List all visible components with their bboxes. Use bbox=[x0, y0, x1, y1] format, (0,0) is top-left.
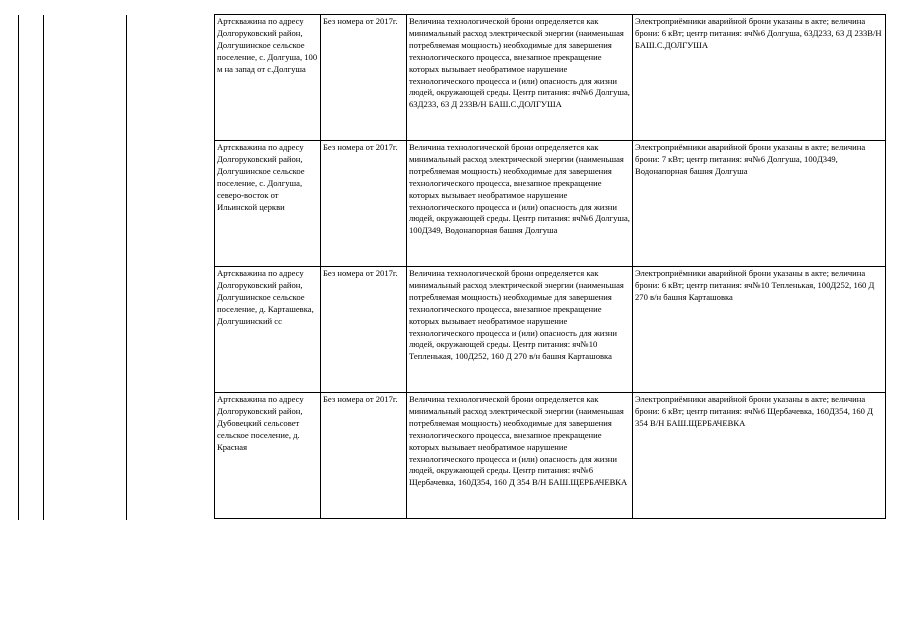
act-reference-cell: Без номера от 2017г. bbox=[321, 267, 407, 393]
table-row bbox=[215, 267, 886, 393]
reserve-description-cell: Величина технологической брони определяется как минимальный расход электрической энергии (наименьшая потребляемая мощность) необходимые для завершения технологического процесса, внезапное прекращение которых вызывает необратимое нарушение технологического процесса и (или) опасность для жизни людей, окружающей среды. Центр питания: яч№6 Долгуша, 63Д233, 63 Д 233В/Н БАШ.С.ДОЛГУША bbox=[407, 15, 633, 141]
object-address-cell: Артскважина по адресу Долгоруковский район, Долгушинское сельское поселение, д. Карташевка, Долгушинский сс bbox=[215, 267, 321, 393]
reserve-description-cell: Величина технологической брони определяется как минимальный расход электрической энергии (наименьшая потребляемая мощность) необходимые для завершения технологического процесса, внезапное прекращение которых вызывает необратимое нарушение технологического процесса и (или) опасность для жизни людей, окружающей среды. Центр питания: яч№6 Долгуша, 100Д349, Водонапорная башня Долгуша bbox=[407, 141, 633, 267]
table-row bbox=[215, 393, 886, 519]
object-address-cell: Артскважина по адресу Долгоруковский район, Дубовецкий сельсовет сельское поселение, д. Красная bbox=[215, 393, 321, 519]
act-reference-cell: Без номера от 2017г. bbox=[321, 15, 407, 141]
power-receivers-cell: Электроприёмники аварийной брони указаны в акте; величина брони: 7 кВт; центр питания: яч№6 Долгуша, 100Д349, Водонапорная башня Долгуша bbox=[633, 141, 886, 267]
column-rule-1 bbox=[18, 15, 19, 520]
column-rule-2 bbox=[43, 15, 44, 520]
table-row bbox=[215, 141, 886, 267]
reserve-description-cell: Величина технологической брони определяется как минимальный расход электрической энергии (наименьшая потребляемая мощность) необходимые для завершения технологического процесса, внезапное прекращение которых вызывает необратимое нарушение технологического процесса и (или) опасность для жизни людей, окружающей среды. Центр питания: яч№6 Щербачевка, 160Д354, 160 Д 354 В/Н БАШ.ЩЕРБАЧЕВКА bbox=[407, 393, 633, 519]
object-address-cell: Артскважина по адресу Долгоруковский район, Долгушинское сельское поселение, с. Долгуша, северо-восток от Ильинской церкви bbox=[215, 141, 321, 267]
power-receivers-cell: Электроприёмники аварийной брони указаны в акте; величина брони: 6 кВт; центр питания: яч№10 Тепленькая, 100Д252, 160 Д 270 в/н башня Карташовка bbox=[633, 267, 886, 393]
power-receivers-cell: Электроприёмники аварийной брони указаны в акте; величина брони: 6 кВт; центр питания: яч№6 Долгуша, 63Д233, 63 Д 233В/Н БАШ.С.ДОЛГУША bbox=[633, 15, 886, 141]
power-receivers-cell: Электроприёмники аварийной брони указаны в акте; величина брони: 6 кВт; центр питания: яч№6 Щербачевка, 160Д354, 160 Д 354 В/Н БАШ.ЩЕРБАЧЕВКА bbox=[633, 393, 886, 519]
emergency-reserve-table bbox=[214, 14, 886, 519]
act-reference-cell: Без номера от 2017г. bbox=[321, 141, 407, 267]
act-reference-cell: Без номера от 2017г. bbox=[321, 393, 407, 519]
column-rule-3 bbox=[126, 15, 127, 520]
object-address-cell: Артскважина по адресу Долгоруковский район, Долгушинское сельское поселение, с. Долгуша, 100 м на запад от с.Долгуша bbox=[215, 15, 321, 141]
table-row bbox=[215, 15, 886, 141]
reserve-description-cell: Величина технологической брони определяется как минимальный расход электрической энергии (наименьшая потребляемая мощность) необходимые для завершения технологического процесса, внезапное прекращение которых вызывает необратимое нарушение технологического процесса и (или) опасность для жизни людей, окружающей среды. Центр питания: яч№10 Тепленькая, 100Д252, 160 Д 270 в/н башня Карташовка bbox=[407, 267, 633, 393]
